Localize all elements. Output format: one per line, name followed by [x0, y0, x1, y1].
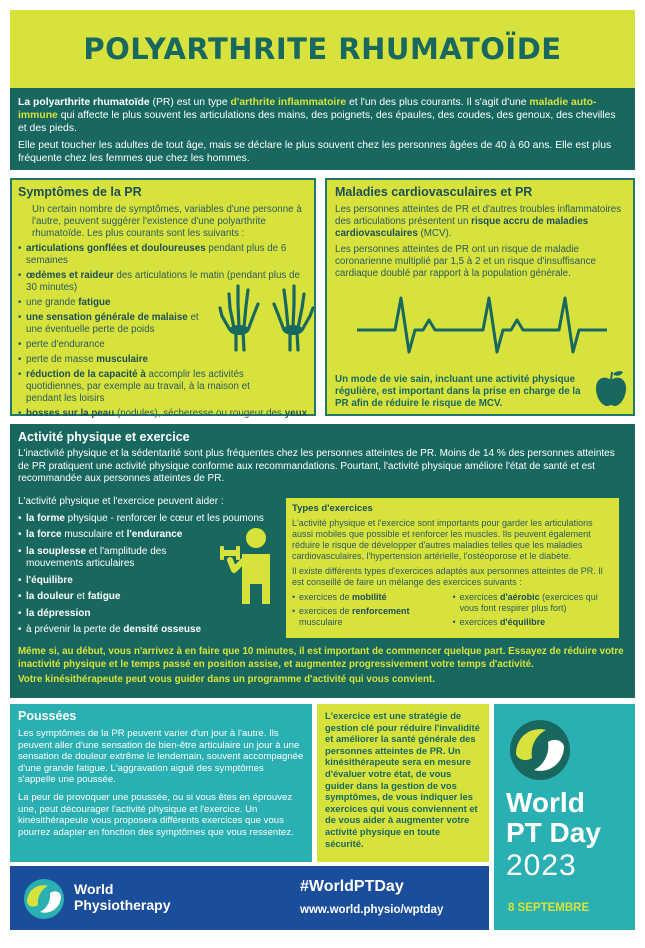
hashtag: #WorldPTDay — [300, 878, 404, 895]
footer — [10, 866, 489, 930]
item-text: exercices de — [299, 592, 353, 602]
item-bold: fatigue — [78, 297, 111, 308]
list-item — [18, 354, 218, 366]
item-bold: une sensation générale de malaise — [26, 312, 188, 323]
item-bold: la souplesse — [26, 545, 87, 557]
cardio-note: Un mode de vie sain, incluant une activité physique régulière, est important dans la prise en charge de la PR afin de réduire le risque de MCV. — [335, 374, 581, 409]
item-text: perte de masse — [26, 354, 97, 365]
item-text: perte d'endurance — [26, 339, 105, 350]
item-text: accomplir les activités quotidiennes, par exemple au travail, à la maison et pendant les loisirs — [26, 369, 250, 404]
organization-name-line-1: World — [74, 881, 114, 897]
activity-note-1: Même si, au début, vous n'arrivez à en faire que 10 minutes, il est important de commencer quelque part. Essayez de réduire votre inactivité physique et le temps passé en position assise, et augmentez progressivement votre temps d'activité. — [18, 646, 624, 670]
list-item — [18, 408, 318, 420]
organization-name-line-2: Physiotherapy — [74, 897, 171, 913]
list-item — [18, 339, 218, 351]
item-bold: yeux — [284, 408, 308, 419]
item-bold: fatigue — [87, 591, 121, 602]
pt-day-date: 8 SEPTEMBRE — [508, 902, 590, 914]
item-text: exercices de — [299, 606, 353, 616]
list-item — [18, 369, 268, 405]
types-columns — [292, 592, 613, 631]
cardio-paragraph-2: Les personnes atteintes de PR ont un risque de maladie coronarienne multiplié par 1,5 à 2 et un risque d'insuffisance cardiaque doublé par rapport à la population générale. — [335, 244, 596, 279]
list-item — [18, 624, 283, 637]
list-item — [292, 606, 453, 628]
website-link[interactable]: www.world.physio/wptday — [300, 904, 444, 916]
item-text: exercices — [459, 617, 501, 627]
flares-paragraph-1: Les symptômes de la PR peuvent varier d'un jour à l'autre. Ils peuvent aller d'une sensation de bien-être articulaire un jour à une sensation de douleur extrême le lendemain, souvent accompagnée d'une grande fatigue. L'aggravation aiguë des symptômes s'appelle une poussée. — [18, 728, 304, 786]
list-item — [18, 243, 308, 267]
item-bold: d'équilibre — [500, 617, 546, 627]
item-text: (nodules), sécheresse ou rougeur des — [114, 408, 285, 419]
item-bold: réduction de la capacité à — [26, 369, 146, 380]
item-text: musculaire — [299, 617, 343, 627]
item-text: et l'amplitude des mouvements articulaires — [26, 545, 167, 569]
world-pt-day-logo-icon — [508, 718, 572, 782]
cardio-section — [325, 178, 635, 416]
item-bold: la dépression — [26, 607, 91, 619]
symptoms-section — [10, 178, 316, 419]
world-pt-day-panel — [494, 704, 635, 930]
item-bold: la forme — [26, 512, 65, 524]
item-bold: musculaire — [96, 354, 148, 365]
activity-section — [10, 424, 635, 698]
world-physiotherapy-logo-icon — [22, 878, 66, 920]
item-bold: la force — [26, 529, 62, 540]
pt-day-year: 2023 — [506, 849, 577, 882]
intro-term: La polyarthrite rhumatoïde — [18, 97, 150, 108]
item-text: musculaire et — [61, 529, 127, 540]
intro-text: et l'un des plus courants. Il s'agit d'une — [346, 97, 530, 108]
list-item — [18, 312, 214, 336]
list-item — [453, 592, 614, 614]
item-bold: densité osseuse — [123, 624, 202, 635]
list-item — [453, 617, 614, 628]
item-bold: œdèmes et raideur — [26, 270, 114, 281]
flares-section — [10, 704, 312, 862]
cardio-text: (MCV). — [417, 228, 452, 239]
types-list-left — [292, 592, 453, 631]
flares-paragraph-2: La peur de provoquer une poussée, ou si vous êtes en éprouvez une, peut décourager l'activité physique et l'exercice. Un kinésithérapeute vous proposera différents exercices que vous pourrez adapter en fonction des symptômes que vous ressentez. — [18, 791, 294, 838]
types-paragraph-1: L'activité physique et l'exercice sont importants pour garder les articulations aussi mobiles que possible et renforcer les muscles. Ils peuvent également réduire le risque de développer d'autres maladies telles que les maladies cardiovasculaires, l'hypertension artérielle, l'ostéoporose et le diabète. — [292, 518, 593, 561]
heartbeat-line-icon — [357, 290, 607, 360]
intro-section — [10, 88, 635, 170]
activity-benefits-lead: L'activité physique et l'exercice peuvent aider : — [18, 496, 224, 507]
item-text: physique - renforcer le cœur et les poumons — [64, 512, 264, 524]
item-bold: renforcement — [352, 606, 410, 616]
list-item — [18, 529, 208, 542]
activity-heading: Activité physique et exercice — [18, 430, 190, 444]
intro-text: (PR) est un type — [149, 97, 231, 108]
apple-icon — [593, 368, 629, 408]
list-item — [18, 297, 218, 309]
types-heading: Types d'exercices — [292, 503, 373, 514]
activity-note-2: Votre kinésithérapeute peut vous guider dans un programme d'activité qui vous convient. — [18, 674, 435, 685]
title-banner — [10, 10, 635, 88]
types-list-right — [453, 592, 614, 631]
activity-note — [18, 646, 626, 690]
pt-day-line-1: World — [506, 787, 585, 818]
item-text: à prévenir la perte de — [26, 624, 124, 635]
intro-paragraph-2: Elle peut toucher les adultes de tout âge, mais se déclare le plus souvent chez les personnes âgées de 40 à 60 ans. Elle est plus fréquente chez les femmes que chez les hommes. — [18, 140, 612, 164]
symptoms-heading: Symptômes de la PR — [18, 185, 142, 199]
item-text: pendant plus de 6 semaines — [26, 243, 287, 266]
intro-text: qui affecte le plus souvent les articulations des mains, des poignets, des épaules, des coudes, des genoux, des chevilles et des pieds. — [18, 110, 616, 134]
item-bold: d'aérobic — [500, 592, 540, 602]
activity-paragraph: L'inactivité physique et la sédentarité sont plus fréquentes chez les personnes atteintes de PR. Moins de 14 % des personnes atteintes de PR pratiquent une activité physique conforme aux recommandations. Pourtant, l'activité physique améliore l'état de santé et est recommandée aux personnes atteintes de PR. — [18, 448, 615, 484]
item-text: (exercices qui vous font respirer plus fort) — [459, 592, 598, 613]
item-bold: bosses sur la peau — [26, 408, 115, 419]
item-bold: mobilité — [352, 592, 387, 602]
list-item — [292, 592, 453, 603]
item-bold: l'équilibre — [26, 574, 73, 586]
exercise-types-box — [286, 498, 619, 638]
types-paragraph-2: Il existe différents types d'exercices adaptés aux personnes atteintes de PR. Il est conseillé de faire un mélange des exercices suivants : — [292, 566, 603, 587]
symptoms-lead: Un certain nombre de symptômes, variables d'une personne à l'autre, peuvent suggérer l'existence d'une polyarthrite rhumatoïde. Les plus courants sont les suivants : — [32, 204, 302, 239]
cardio-heading: Maladies cardiovasculaires et PR — [335, 185, 533, 199]
item-text: et une éventuelle perte de poids — [26, 312, 199, 335]
page-title: POLYARTHRITE RHUMATOÏDE — [83, 32, 562, 66]
list-item — [18, 546, 208, 571]
cardio-paragraph-1 — [335, 204, 625, 240]
flares-heading: Poussées — [18, 709, 77, 723]
intro-highlight: d'arthrite inflammatoire — [230, 97, 347, 108]
organization-name — [74, 881, 170, 913]
strategy-box: L'exercice est une stratégie de gestion clé pour réduire l'invalidité et améliorer la santé générale des personnes atteintes de PR. Un kinésithérapeute sera en mesure d'évaluer votre état, de vous guider dans la gestion de vos symptômes, de vous indiquer les exercices qui vous conviennent et de vous aider à augmenter votre activité physique en toute sécurité. — [317, 704, 489, 862]
item-text: exercices — [459, 592, 501, 602]
hands-skeleton-icon — [218, 280, 316, 352]
person-dumbbell-icon — [216, 524, 282, 606]
cardio-highlight: risque accru de maladies cardiovasculaires — [335, 216, 589, 239]
item-bold: l'endurance — [126, 529, 183, 540]
list-item — [18, 608, 283, 621]
intro-paragraph-1 — [18, 96, 627, 135]
item-text: et — [73, 591, 88, 602]
intro-highlight: maladie auto-immune — [18, 97, 597, 121]
pt-day-line-2: PT Day — [506, 817, 601, 848]
item-text: des articulations le matin (pendant plus de 30 minutes) — [26, 270, 300, 293]
cardio-text: Les personnes atteintes de PR et d'autres troubles inflammatoires des articulations présentent un — [335, 204, 622, 227]
item-bold: la douleur — [26, 591, 74, 602]
item-bold: articulations gonflées et douloureuses — [26, 243, 206, 254]
item-text: une grande — [26, 297, 79, 308]
